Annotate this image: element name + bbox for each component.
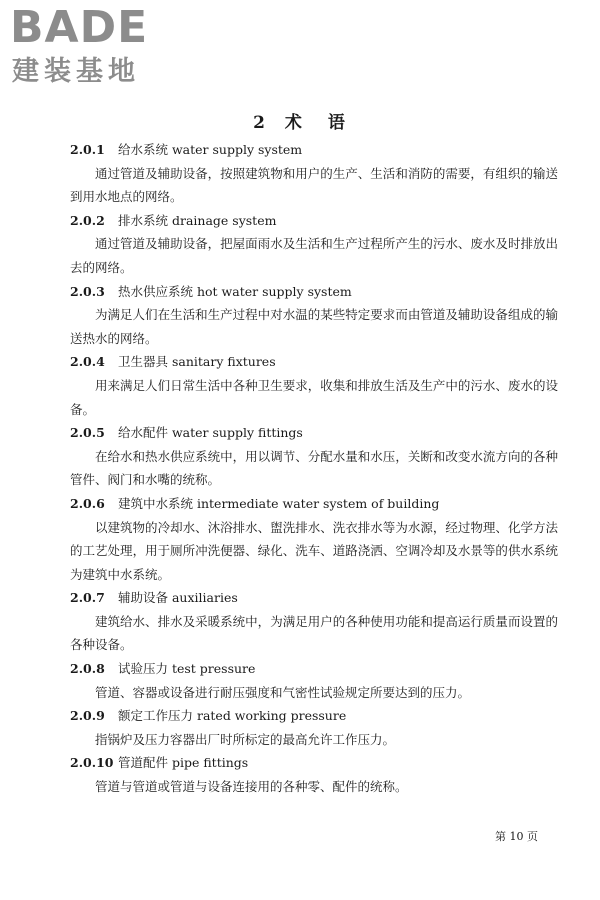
term-name: 额定工作压力 rated working pressure bbox=[118, 708, 347, 724]
term-name: 辅助设备 auxiliaries bbox=[118, 590, 238, 606]
chapter-title-part2: 语 bbox=[327, 113, 347, 133]
term-definition: 以建筑物的冷却水、沐浴排水、盥洗排水、洗衣排水等为水源，经过物理、化学方法的工艺处理，用于厕所冲洗便器、绿化、洗车、道路浇洒、空调冷却及水景等的供水系统为建筑中水系统。 bbox=[70, 519, 558, 582]
term-name: 建筑中水系统 intermediate water system of building bbox=[118, 495, 440, 511]
term-entry bbox=[70, 209, 558, 280]
term-number: 2.0.1 bbox=[70, 142, 105, 157]
term-heading bbox=[70, 751, 558, 775]
term-definition: 通过管道及辅助设备，把屋面雨水及生活和生产过程所产生的污水、废水及时排放出去的网络。 bbox=[70, 236, 558, 275]
term-number: 2.0.4 bbox=[70, 354, 105, 370]
term-entry bbox=[70, 138, 558, 209]
term-heading bbox=[70, 421, 558, 445]
term-name: 热水供应系统 hot water supply system bbox=[118, 283, 352, 299]
chapter-title-part1: 术 bbox=[284, 113, 304, 133]
page-number: 第 10 页 bbox=[495, 830, 538, 843]
term-definition: 管道、容器或设备进行耐压强度和气密性试验规定所要达到的压力。 bbox=[95, 684, 471, 700]
term-name: 给水系统 water supply system bbox=[118, 142, 303, 157]
term-name: 给水配件 water supply fittings bbox=[118, 425, 303, 441]
term-heading bbox=[70, 657, 558, 681]
term-entry bbox=[70, 280, 558, 351]
term-number: 2.0.3 bbox=[70, 283, 105, 299]
term-heading bbox=[70, 138, 558, 162]
term-name: 卫生器具 sanitary fixtures bbox=[118, 354, 276, 370]
term-number: 2.0.8 bbox=[70, 661, 105, 677]
term-heading bbox=[70, 586, 558, 610]
term-number: 2.0.5 bbox=[70, 425, 105, 441]
logo-wordmark: BADE bbox=[10, 2, 149, 53]
term-number: 2.0.7 bbox=[70, 590, 105, 606]
term-heading bbox=[70, 350, 558, 374]
term-entry bbox=[70, 751, 558, 798]
term-definition: 建筑给水、排水及采暖系统中，为满足用户的各种使用功能和提高运行质量而设置的各种设备。 bbox=[70, 613, 558, 653]
term-entry bbox=[70, 586, 558, 657]
term-heading bbox=[70, 492, 558, 516]
term-definition: 在给水和热水供应系统中，用以调节、分配水量和水压，关断和改变水流方向的各种管件、阀门和水嘴的统称。 bbox=[70, 448, 558, 488]
term-entry bbox=[70, 350, 558, 421]
term-number: 2.0.2 bbox=[70, 212, 105, 228]
term-heading bbox=[70, 704, 558, 728]
term-entry bbox=[70, 704, 558, 751]
term-number: 2.0.9 bbox=[70, 708, 105, 724]
term-definition: 为满足人们在生活和生产过程中对水温的某些特定要求而由管道及辅助设备组成的输送热水的网络。 bbox=[70, 307, 558, 346]
logo-subtitle: 建装基地 bbox=[12, 56, 140, 87]
term-heading bbox=[70, 209, 558, 233]
term-definition: 用来满足人们日常生活中各种卫生要求，收集和排放生活及生产中的污水、废水的设备。 bbox=[70, 377, 558, 417]
term-definition: 指锅炉及压力容器出厂时所标定的最高允许工作压力。 bbox=[95, 731, 396, 747]
term-heading bbox=[70, 280, 558, 304]
chapter-number: 2 bbox=[253, 113, 267, 133]
term-name: 试验压力 test pressure bbox=[118, 661, 256, 677]
term-name: 排水系统 drainage system bbox=[118, 212, 277, 228]
term-name: 管道配件 pipe fittings bbox=[118, 755, 249, 771]
term-number: 2.0.6 bbox=[70, 495, 105, 511]
term-entry bbox=[70, 492, 558, 586]
term-definition: 通过管道及辅助设备，按照建筑物和用户的生产、生活和消防的需要，有组织的输送到用水地点的网络。 bbox=[70, 165, 558, 205]
term-entry bbox=[70, 657, 558, 704]
term-entry bbox=[70, 421, 558, 492]
terms-content bbox=[70, 138, 558, 799]
term-definition: 管道与管道或管道与设备连接用的各种零、配件的统称。 bbox=[95, 779, 408, 795]
term-number: 2.0.10 bbox=[70, 755, 114, 771]
chapter-title bbox=[0, 108, 600, 133]
logo bbox=[10, 4, 185, 94]
